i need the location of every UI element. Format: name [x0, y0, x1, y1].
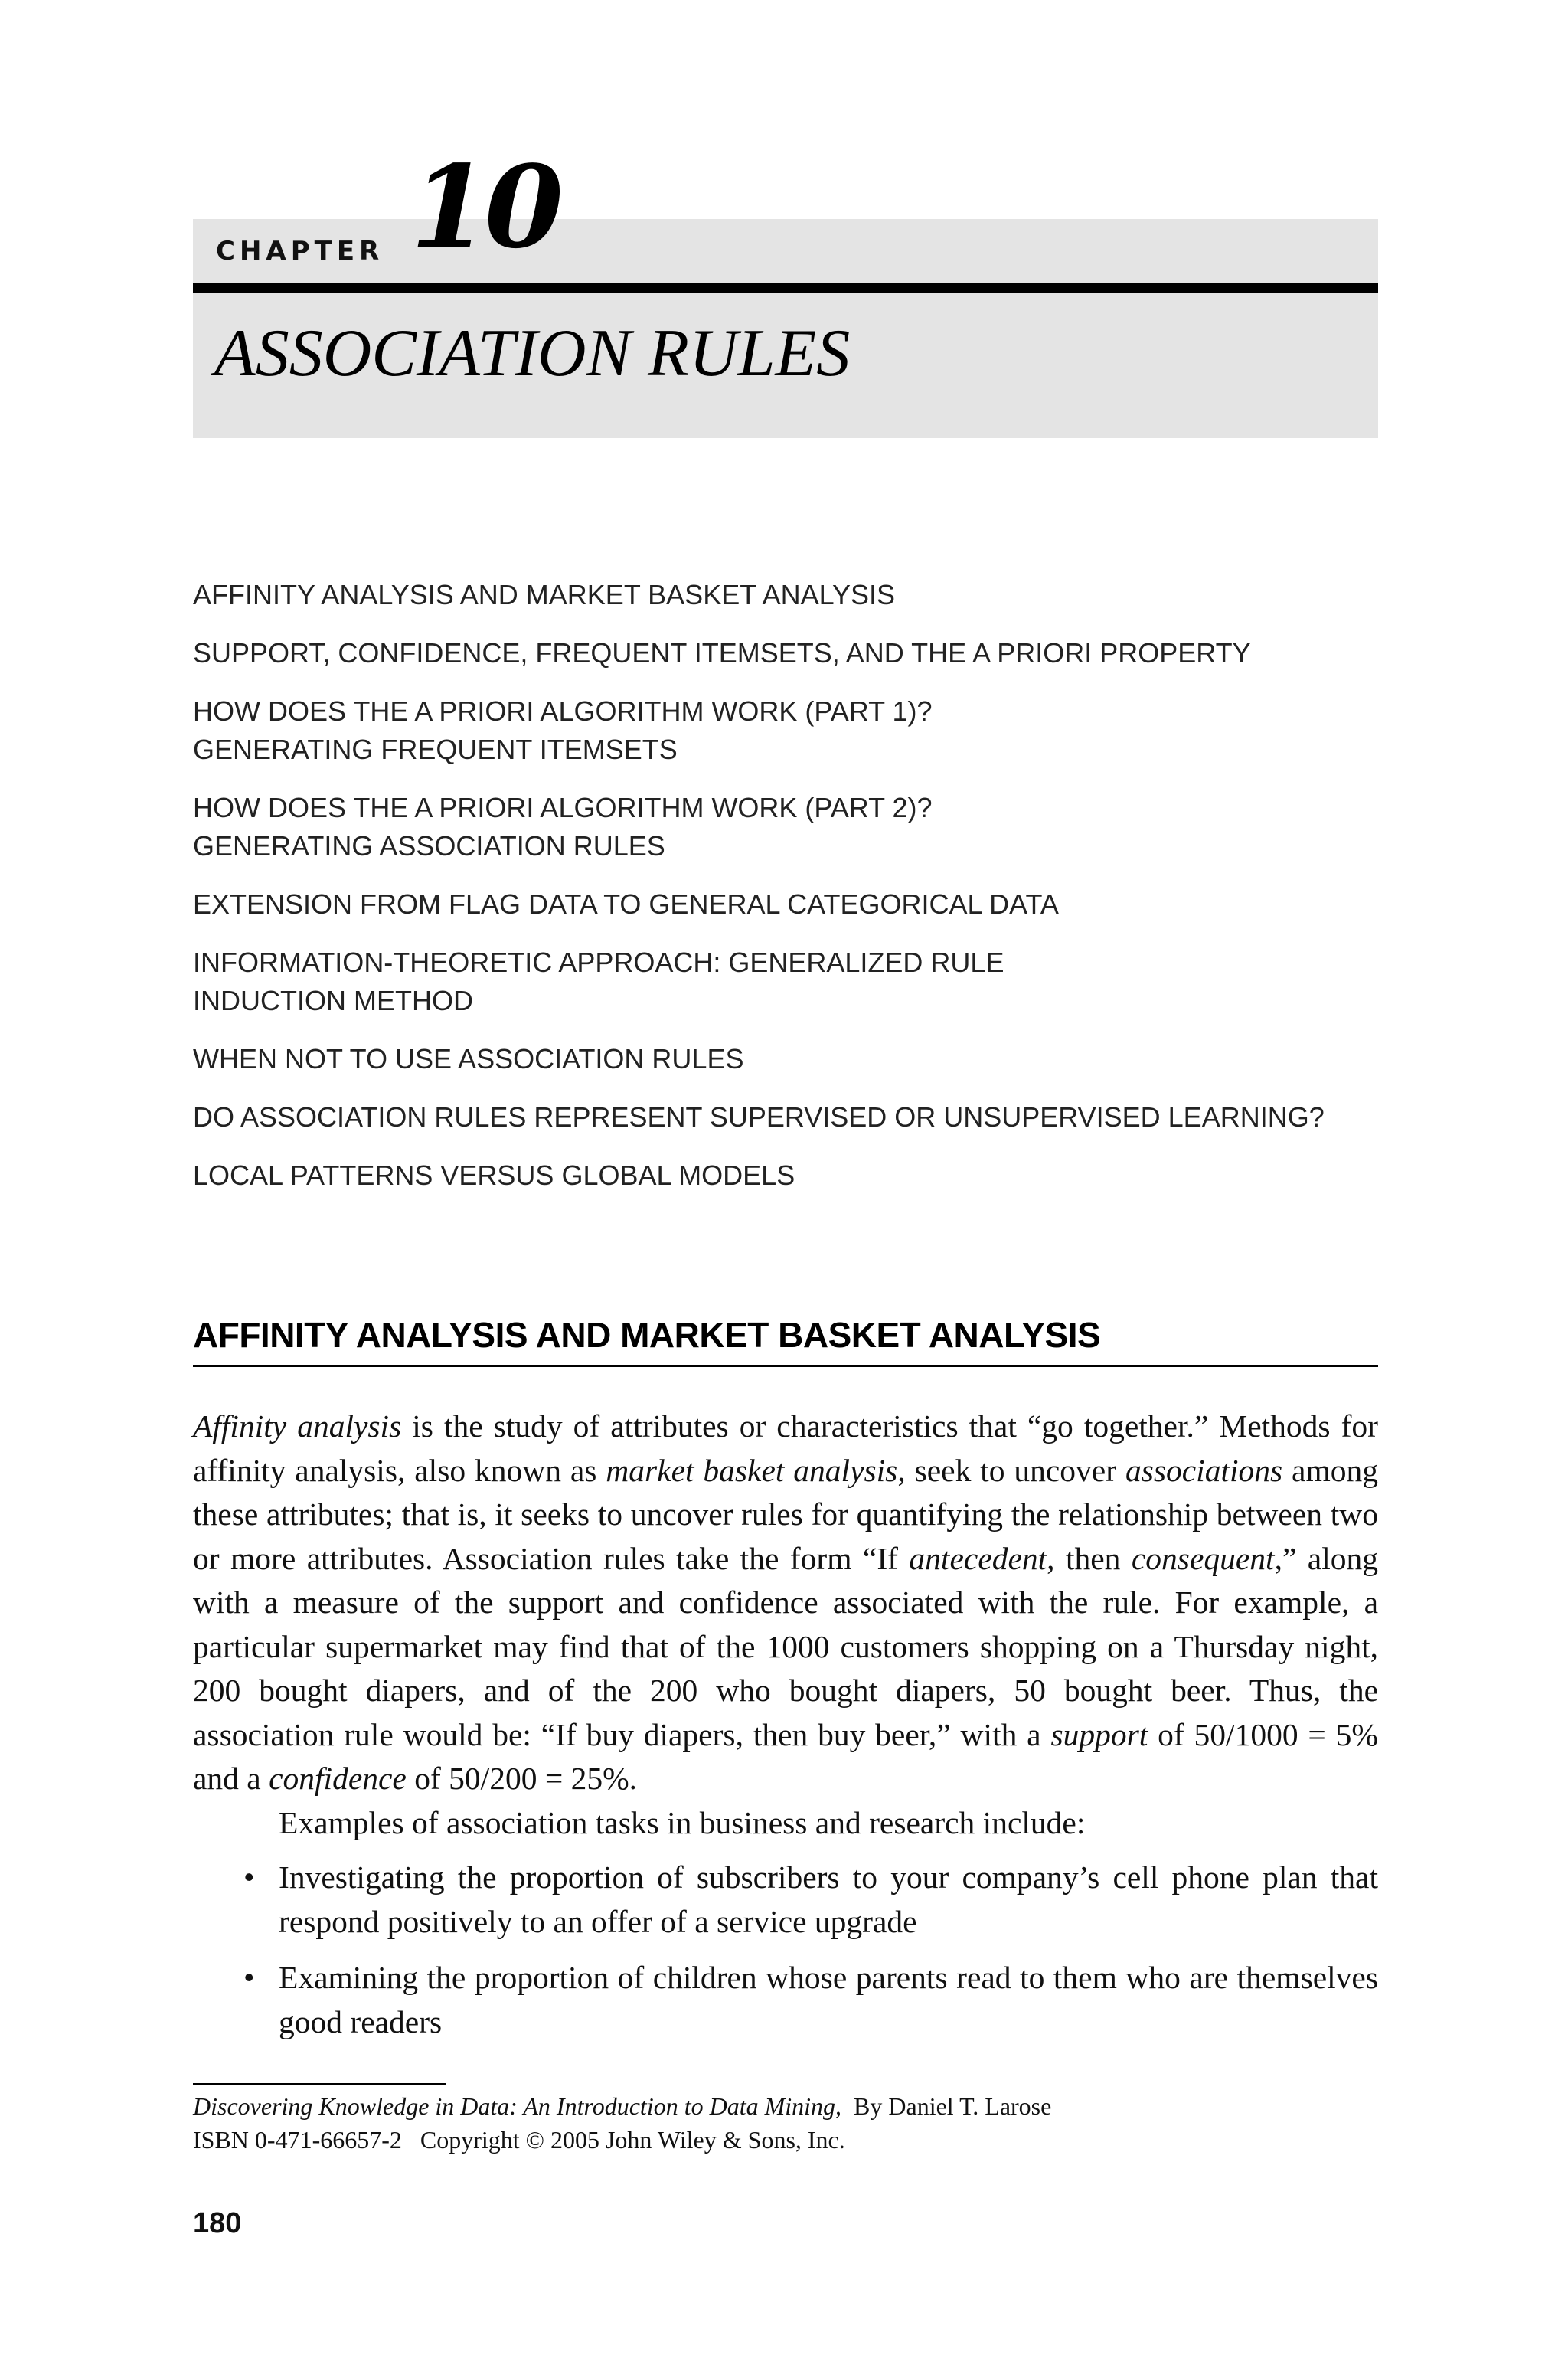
text-run: of 50/200 = 25%.: [406, 1761, 638, 1796]
contents-line: LOCAL PATTERNS VERSUS GLOBAL MODELS: [193, 1159, 795, 1191]
copyright: Copyright © 2005 John Wiley & Sons, Inc.: [420, 2126, 845, 2154]
book-title: Discovering Knowledge in Data: An Introduction to Data Mining,: [193, 2092, 842, 2120]
term-antecedent: antecedent: [909, 1540, 1047, 1576]
footnote-divider: [193, 2083, 446, 2085]
chapter-divider: [193, 283, 1378, 293]
paragraph: [193, 1405, 1378, 1801]
section-heading: AFFINITY ANALYSIS AND MARKET BASKET ANALYSIS: [193, 1314, 1378, 1367]
term-confidence: confidence: [269, 1761, 407, 1796]
list-item-text: Examining the proportion of children whose parents read to them who are themselves good readers: [279, 1960, 1378, 2039]
contents-line: DO ASSOCIATION RULES REPRESENT SUPERVISED OR UNSUPERVISED LEARNING?: [193, 1101, 1325, 1133]
contents-line: HOW DOES THE A PRIORI ALGORITHM WORK (PART 2)?: [193, 792, 933, 823]
term-consequent: consequent: [1131, 1540, 1275, 1576]
contents-item: [193, 692, 1387, 769]
list-item: [193, 1956, 1378, 2044]
bullet-icon: •: [243, 1859, 255, 1895]
term-affinity-analysis: Affinity analysis: [193, 1408, 402, 1444]
contents-line: SUPPORT, CONFIDENCE, FREQUENT ITEMSETS, AND THE A PRIORI PROPERTY: [193, 637, 1251, 669]
bullet-icon: •: [243, 1960, 255, 1995]
book-author: By Daniel T. Larose: [854, 2092, 1052, 2120]
text-run: is the study of attributes or characteristics that “go together.” Methods for affinity analysis, also known as: [193, 1408, 1378, 1488]
contents-item: [193, 885, 1387, 924]
contents-item: [193, 944, 1387, 1020]
contents-item: [193, 789, 1387, 865]
contents-item: [193, 1040, 1387, 1078]
contents-line: INDUCTION METHOD: [193, 985, 473, 1016]
chapter-number: 10: [410, 140, 559, 273]
chapter-contents: [193, 576, 1387, 1215]
isbn: ISBN 0-471-66657-2: [193, 2126, 402, 2154]
text-run: , seek to uncover: [897, 1452, 1125, 1488]
term-associations: associations: [1125, 1452, 1283, 1488]
contents-item: [193, 576, 1387, 614]
contents-line: GENERATING ASSOCIATION RULES: [193, 830, 665, 862]
contents-line: INFORMATION-THEORETIC APPROACH: GENERALIZED RULE: [193, 947, 1004, 978]
contents-line: AFFINITY ANALYSIS AND MARKET BASKET ANALYSIS: [193, 579, 895, 610]
contents-item: [193, 1156, 1387, 1195]
text-run: , then: [1047, 1540, 1132, 1576]
footnote: [193, 2089, 1387, 2157]
chapter-title: ASSOCIATION RULES: [214, 316, 851, 391]
chapter-label: CHAPTER: [216, 236, 384, 267]
text-run: ,” along with a measure of the support and confidence associated with the rule. For example, a particular supermarket may find that of the 1000 customers shopping on a Thursday night, 200 bought diapers, and of the 200 who bought diapers, 50 bought beer. Thus, the association rule would be: “If buy diapers, then buy beer,” with a: [193, 1540, 1379, 1752]
text-run: of 50/1000 = 5% and a: [193, 1716, 1378, 1796]
footnote-line: [193, 2123, 1387, 2157]
contents-item: [193, 634, 1387, 672]
contents-item: [193, 1098, 1387, 1137]
footnote-line: [193, 2089, 1387, 2123]
contents-line: HOW DOES THE A PRIORI ALGORITHM WORK (PART 1)?: [193, 695, 933, 727]
term-market-basket-analysis: market basket analysis: [606, 1452, 898, 1488]
text-run: among these attributes; that is, it seeks to uncover rules for quantifying the relationship between two or more attributes. Association rules take the form “If: [193, 1452, 1378, 1576]
term-support: support: [1050, 1716, 1148, 1752]
list-item-text: Investigating the proportion of subscribers to your company’s cell phone plan that respond positively to an offer of a service upgrade: [279, 1859, 1378, 1939]
list-item: [193, 1856, 1378, 1944]
examples-list: [193, 1856, 1378, 2044]
body-text: [193, 1405, 1378, 2056]
contents-line: EXTENSION FROM FLAG DATA TO GENERAL CATEGORICAL DATA: [193, 888, 1059, 920]
contents-line: WHEN NOT TO USE ASSOCIATION RULES: [193, 1043, 744, 1074]
contents-line: GENERATING FREQUENT ITEMSETS: [193, 734, 678, 765]
page-number: 180: [193, 2207, 242, 2239]
paragraph: Examples of association tasks in business and research include:: [279, 1804, 1086, 1840]
